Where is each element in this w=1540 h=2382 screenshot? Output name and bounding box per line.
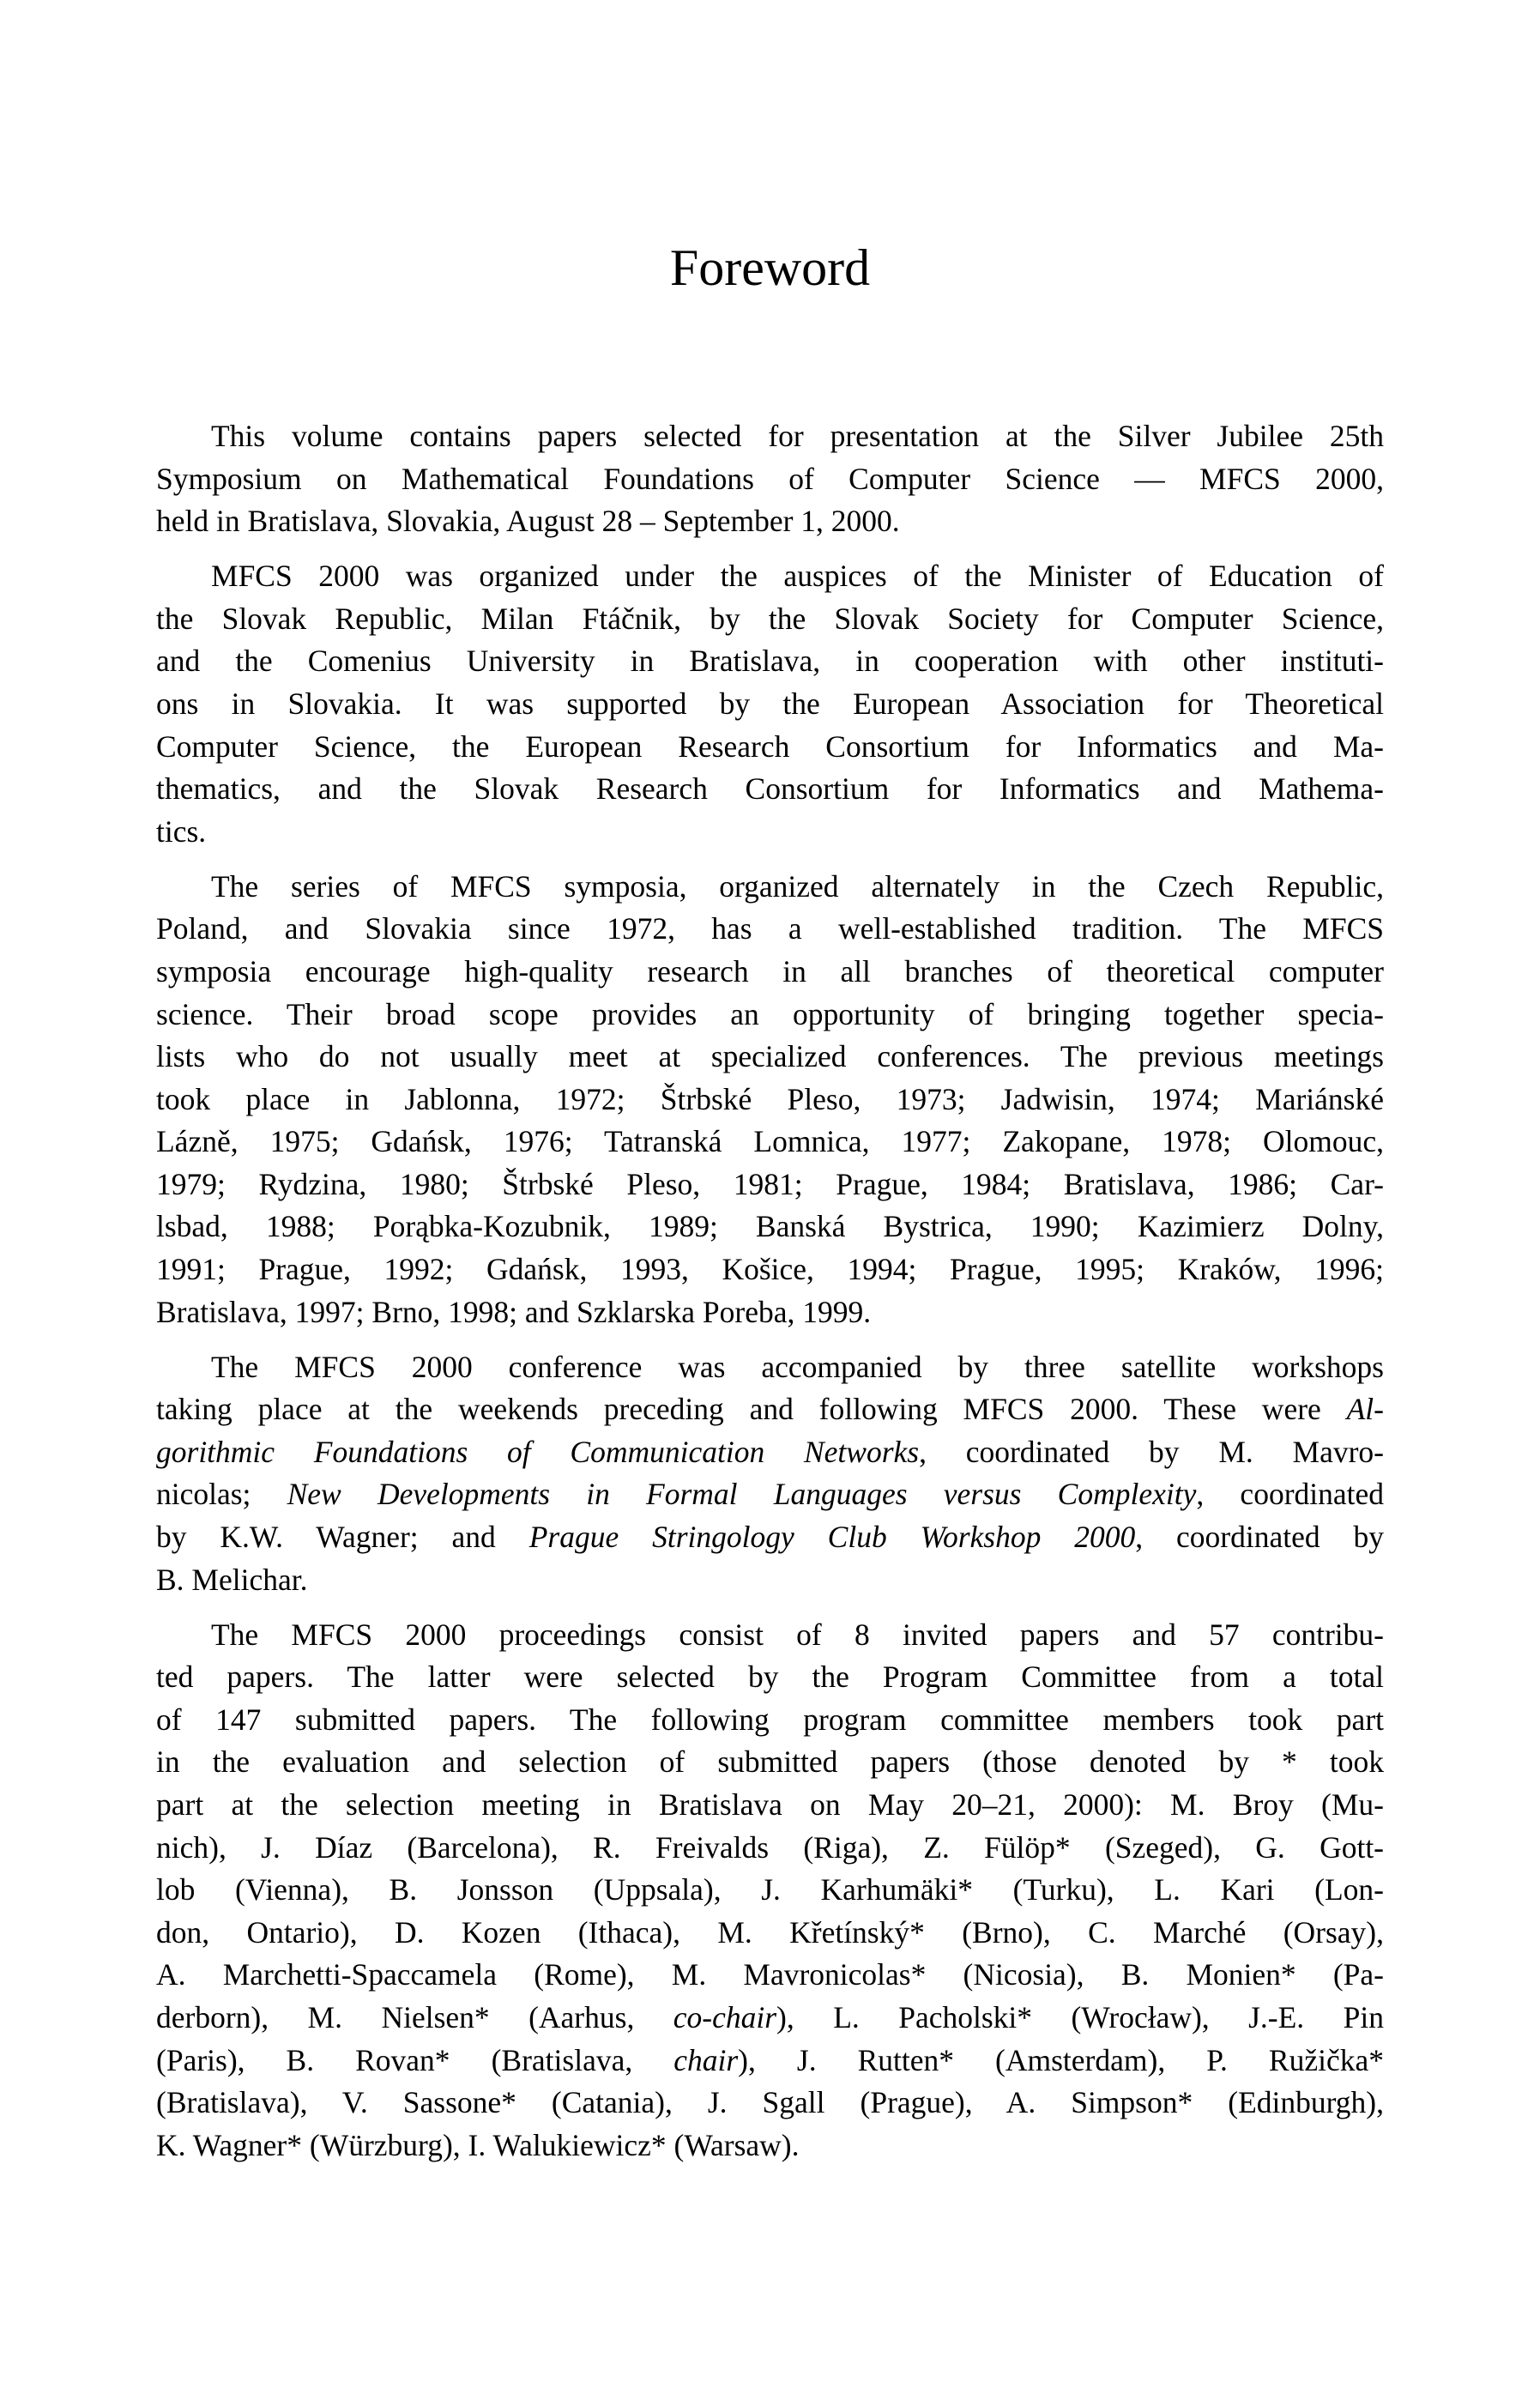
text-line: 1991; Prague, 1992; Gdańsk, 1993, Košice, 1994; Prague, 1995; Kraków, 1996; xyxy=(156,1252,1384,1287)
text-line: The series of MFCS symposia, organized alternately in the Czech Republic, xyxy=(211,868,1384,904)
text-line: MFCS 2000 was organized under the auspices of the Minister of Education of xyxy=(211,559,1384,594)
text-line: Poland, and Slovakia since 1972, has a well-established tradition. The MFCS xyxy=(156,911,1384,946)
paragraph xyxy=(156,415,1384,543)
text-line: held in Bratislava, Slovakia, August 28 – September 1, 2000. xyxy=(156,504,900,539)
text-line: and the Comenius University in Bratislava, in cooperation with other instituti- xyxy=(156,644,1384,679)
text-line: Lázně, 1975; Gdańsk, 1976; Tatranská Lomnica, 1977; Zakopane, 1978; Olomouc, xyxy=(156,1124,1384,1159)
text-segment: , coordinated by xyxy=(1135,1520,1384,1555)
italic-title: gorithmic Foundations of Communication Networks xyxy=(156,1434,920,1469)
text-line: lsbad, 1988; Porąbka-Kozubnik, 1989; Banská Bystrica, 1990; Kazimierz Dolny, xyxy=(156,1209,1384,1244)
text-line: The MFCS 2000 proceedings consist of 8 invited papers and 57 contribu- xyxy=(211,1617,1384,1652)
text-segment: taking place at the weekends preceding and following MFCS 2000. These were xyxy=(156,1392,1347,1427)
text-line: ons in Slovakia. It was supported by the European Association for Theoretical xyxy=(156,686,1384,721)
text-line xyxy=(156,1473,1384,1516)
text-line xyxy=(156,1431,1384,1474)
text-line: 1979; Rydzina, 1980; Štrbské Pleso, 1981; Prague, 1984; Bratislava, 1986; Car- xyxy=(156,1166,1384,1201)
text-line: thematics, and the Slovak Research Consortium for Informatics and Mathema- xyxy=(156,771,1384,807)
page-title: Foreword xyxy=(669,239,871,297)
text-line: science. Their broad scope provides an opportunity of bringing together specia- xyxy=(156,996,1384,1031)
paragraph xyxy=(156,866,1384,1334)
text-line: A. Marchetti-Spaccamela (Rome), M. Mavronicolas* (Nicosia), B. Monien* (Pa- xyxy=(156,1957,1384,1992)
text-line: (Bratislava), V. Sassone* (Catania), J. Sgall (Prague), A. Simpson* (Edinburgh), xyxy=(156,2085,1384,2120)
text-line: lob (Vienna), B. Jonsson (Uppsala), J. Karhumäki* (Turku), L. Kari (Lon- xyxy=(156,1872,1384,1907)
text-line: ted papers. The latter were selected by the Program Committee from a total xyxy=(156,1660,1384,1695)
text-line: Computer Science, the European Research Consortium for Informatics and Ma- xyxy=(156,729,1384,764)
text-line: Symposium on Mathematical Foundations of Computer Science — MFCS 2000, xyxy=(156,461,1384,496)
italic-title: New Developments in Formal Languages versus Complexity xyxy=(287,1477,1197,1512)
foreword-body xyxy=(156,415,1384,2179)
text-line: The MFCS 2000 conference was accompanied by three satellite workshops xyxy=(211,1349,1384,1384)
text-segment: ), J. Rutten* (Amsterdam), P. Ružička* xyxy=(738,2042,1384,2077)
text-line xyxy=(156,1516,1384,1559)
text-line: of 147 submitted papers. The following program committee members took part xyxy=(156,1702,1384,1737)
paragraph xyxy=(156,555,1384,853)
text-segment: , coordinated by M. Mavro- xyxy=(919,1434,1384,1469)
text-line: part at the selection meeting in Bratislava on May 20–21, 2000): M. Broy (Mu- xyxy=(156,1786,1384,1822)
text-segment: , coordinated xyxy=(1196,1477,1385,1512)
text-line: took place in Jablonna, 1972; Štrbské Pleso, 1973; Jadwisin, 1974; Mariánské xyxy=(156,1081,1384,1116)
italic-title: Al- xyxy=(1346,1392,1384,1427)
text-line: This volume contains papers selected for presentation at the Silver Jubilee 25th xyxy=(211,419,1384,453)
text-segment: derborn), M. Nielsen* (Aarhus, xyxy=(156,1999,673,2034)
paragraph xyxy=(156,1614,1384,2167)
text-line: B. Melichar. xyxy=(156,1562,308,1597)
text-segment: nicolas; xyxy=(156,1477,287,1512)
text-line: nich), J. Díaz (Barcelona), R. Freivalds (Riga), Z. Fülöp* (Szeged), G. Gott- xyxy=(156,1829,1384,1865)
text-line: in the evaluation and selection of submitted papers (those denoted by * took xyxy=(156,1744,1384,1780)
text-line: don, Ontario), D. Kozen (Ithaca), M. Křetínský* (Brno), C. Marché (Orsay), xyxy=(156,1914,1384,1950)
text-line: K. Wagner* (Würzburg), I. Walukiewicz* (Warsaw). xyxy=(156,2127,800,2162)
italic-title: chair xyxy=(673,2042,739,2077)
text-line xyxy=(156,2040,1384,2083)
text-line: the Slovak Republic, Milan Ftáčnik, by the Slovak Society for Computer Science, xyxy=(156,601,1384,636)
text-segment: by K.W. Wagner; and xyxy=(156,1520,529,1555)
text-segment: ), L. Pacholski* (Wrocław), J.-E. Pin xyxy=(776,1999,1384,2034)
text-line: symposia encourage high-quality research in all branches of theoretical computer xyxy=(156,953,1384,988)
text-line xyxy=(156,1388,1384,1431)
text-line: lists who do not usually meet at specialized conferences. The previous meetings xyxy=(156,1039,1384,1074)
paragraph xyxy=(156,1346,1384,1602)
text-line xyxy=(156,1997,1384,2040)
text-line: tics. xyxy=(156,813,207,849)
text-line: Bratislava, 1997; Brno, 1998; and Szklarska Poreba, 1999. xyxy=(156,1294,872,1329)
italic-title: Prague Stringology Club Workshop 2000 xyxy=(528,1520,1136,1555)
text-segment: (Paris), B. Rovan* (Bratislava, xyxy=(156,2042,674,2077)
italic-title: co-chair xyxy=(673,1999,777,2034)
